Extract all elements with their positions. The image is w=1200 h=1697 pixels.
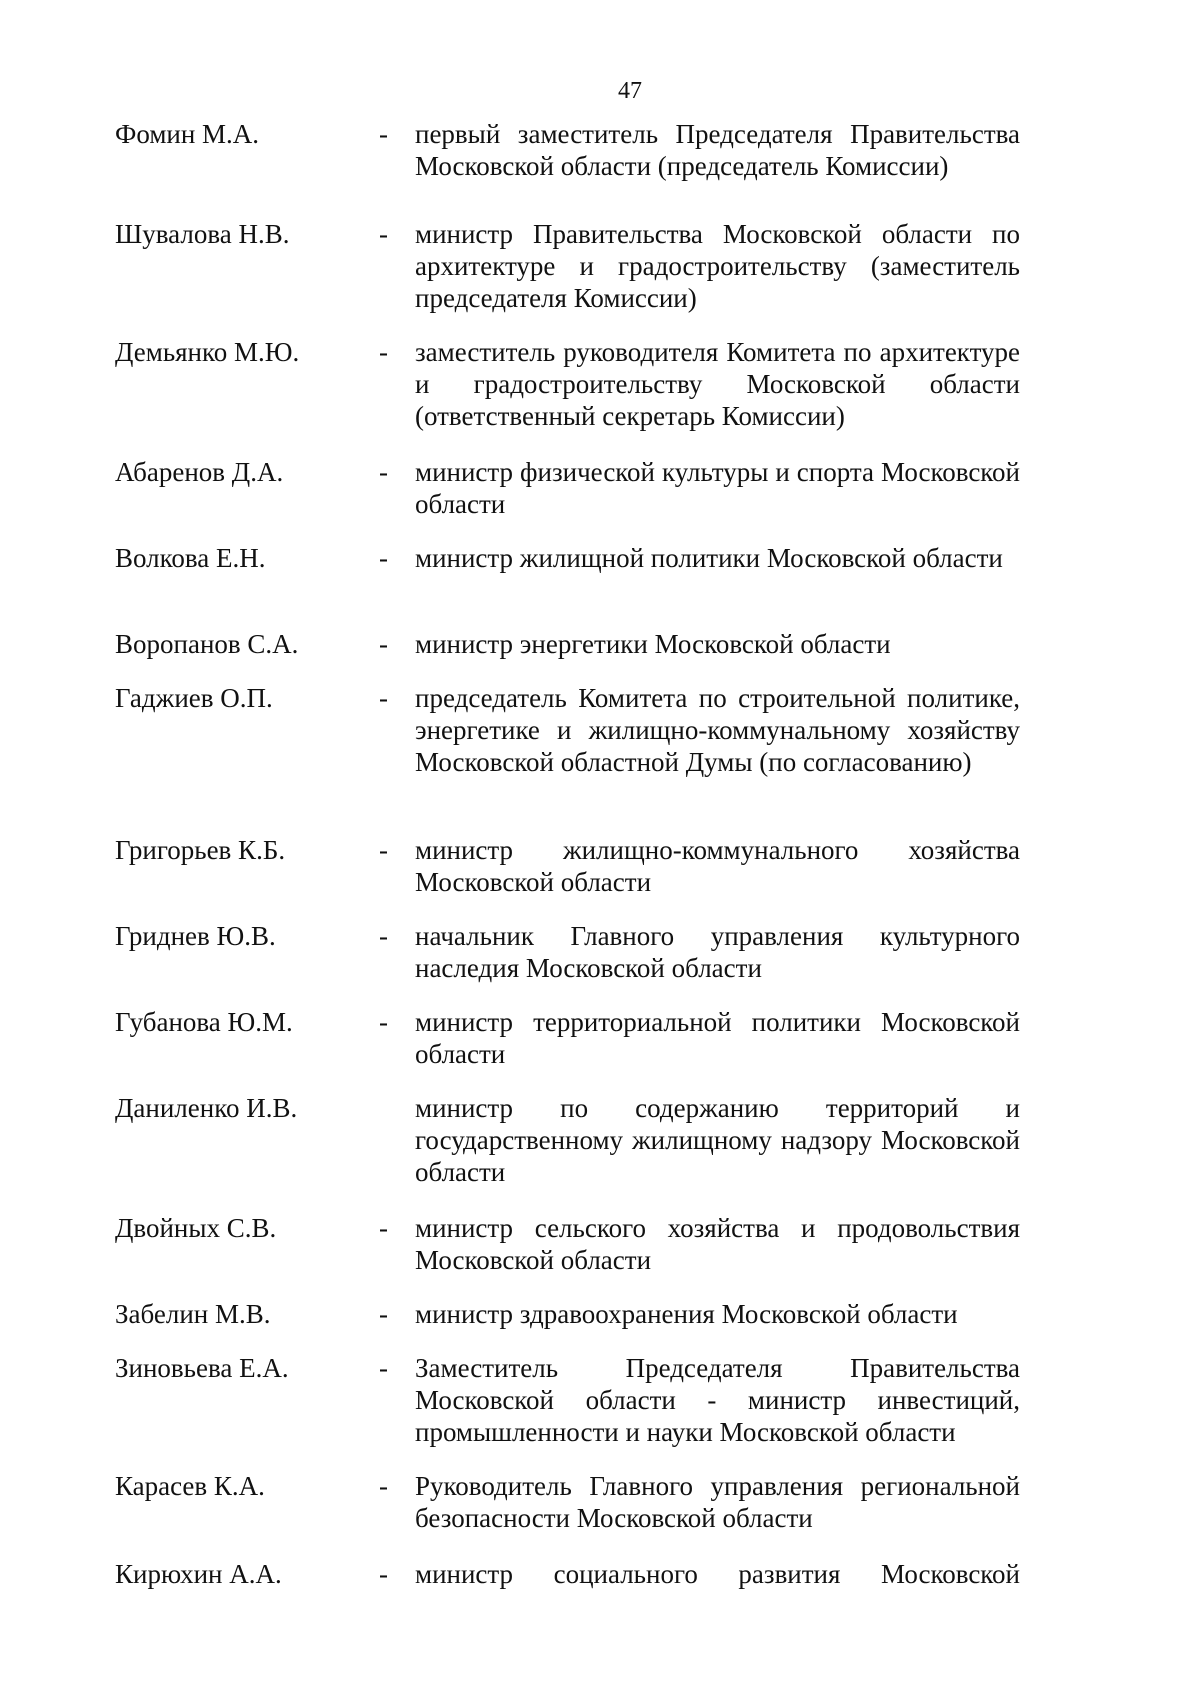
- member-name: Даниленко И.В.: [115, 1093, 298, 1123]
- member-name: Абаренов Д.А.: [115, 457, 284, 487]
- separator-dash: -: [379, 457, 388, 487]
- member-name: Зиновьева Е.А.: [115, 1353, 289, 1383]
- member-name: Волкова Е.Н.: [115, 543, 266, 573]
- member-name: Шувалова Н.В.: [115, 219, 290, 249]
- member-name: Фомин М.А.: [115, 119, 260, 149]
- separator-dash: -: [379, 543, 388, 573]
- member-position: министр здравоохранения Московской области: [415, 1299, 958, 1329]
- member-position: начальник Главного управления культурного наследия Московской области: [415, 921, 1020, 983]
- member-name: Забелин М.В.: [115, 1299, 271, 1329]
- member-position: министр сельского хозяйства и продовольствия Московской области: [415, 1213, 1020, 1275]
- member-name: Кирюхин А.А.: [115, 1559, 282, 1589]
- page-number: 47: [618, 78, 642, 104]
- separator-dash: -: [379, 835, 388, 865]
- member-position: министр энергетики Московской области: [415, 629, 891, 659]
- member-position: министр по содержанию территорий и государственному жилищному надзору Московской области: [415, 1093, 1020, 1187]
- member-position: заместитель руководителя Комитета по архитектуре и градостроительству Московской области (ответственный секретарь Комиссии): [415, 337, 1020, 431]
- member-name: Гриднев Ю.В.: [115, 921, 276, 951]
- member-position: министр территориальной политики Московской области: [415, 1007, 1020, 1069]
- member-position: министр жилищной политики Московской области: [415, 543, 1003, 573]
- member-name: Демьянко М.Ю.: [115, 337, 300, 367]
- member-position: Заместитель Председателя Правительства Московской области - министр инвестиций, промышленности и науки Московской области: [415, 1353, 1020, 1447]
- member-position: министр жилищно-коммунального хозяйства Московской области: [415, 835, 1020, 897]
- separator-dash: -: [379, 1353, 388, 1383]
- member-position: министр физической культуры и спорта Московской области: [415, 457, 1020, 519]
- member-name: Двойных С.В.: [115, 1213, 277, 1243]
- member-name: Гаджиев О.П.: [115, 683, 273, 713]
- member-position: министр Правительства Московской области по архитектуре и градостроительству (заместитель председателя Комиссии): [415, 219, 1020, 313]
- separator-dash: -: [379, 337, 388, 367]
- member-position: председатель Комитета по строительной политике, энергетике и жилищно-коммунальному хозяйству Московской областной Думы (по согласованию): [415, 683, 1020, 777]
- separator-dash: -: [379, 1559, 388, 1589]
- separator-dash: -: [379, 1471, 388, 1501]
- separator-dash: -: [379, 219, 388, 249]
- separator-dash: -: [379, 119, 388, 149]
- separator-dash: -: [379, 683, 388, 713]
- member-name: Григорьев К.Б.: [115, 835, 286, 865]
- separator-dash: -: [379, 629, 388, 659]
- member-name: Карасев К.А.: [115, 1471, 265, 1501]
- separator-dash: -: [379, 1299, 388, 1329]
- member-name: Губанова Ю.М.: [115, 1007, 293, 1037]
- member-position: первый заместитель Председателя Правительства Московской области (председатель Комиссии): [415, 119, 1020, 181]
- member-position: министр социального развития Московской: [415, 1559, 1020, 1589]
- separator-dash: -: [379, 921, 388, 951]
- member-name: Воропанов С.А.: [115, 629, 299, 659]
- separator-dash: -: [379, 1007, 388, 1037]
- member-position: Руководитель Главного управления региональной безопасности Московской области: [415, 1471, 1020, 1533]
- separator-dash: -: [379, 1213, 388, 1243]
